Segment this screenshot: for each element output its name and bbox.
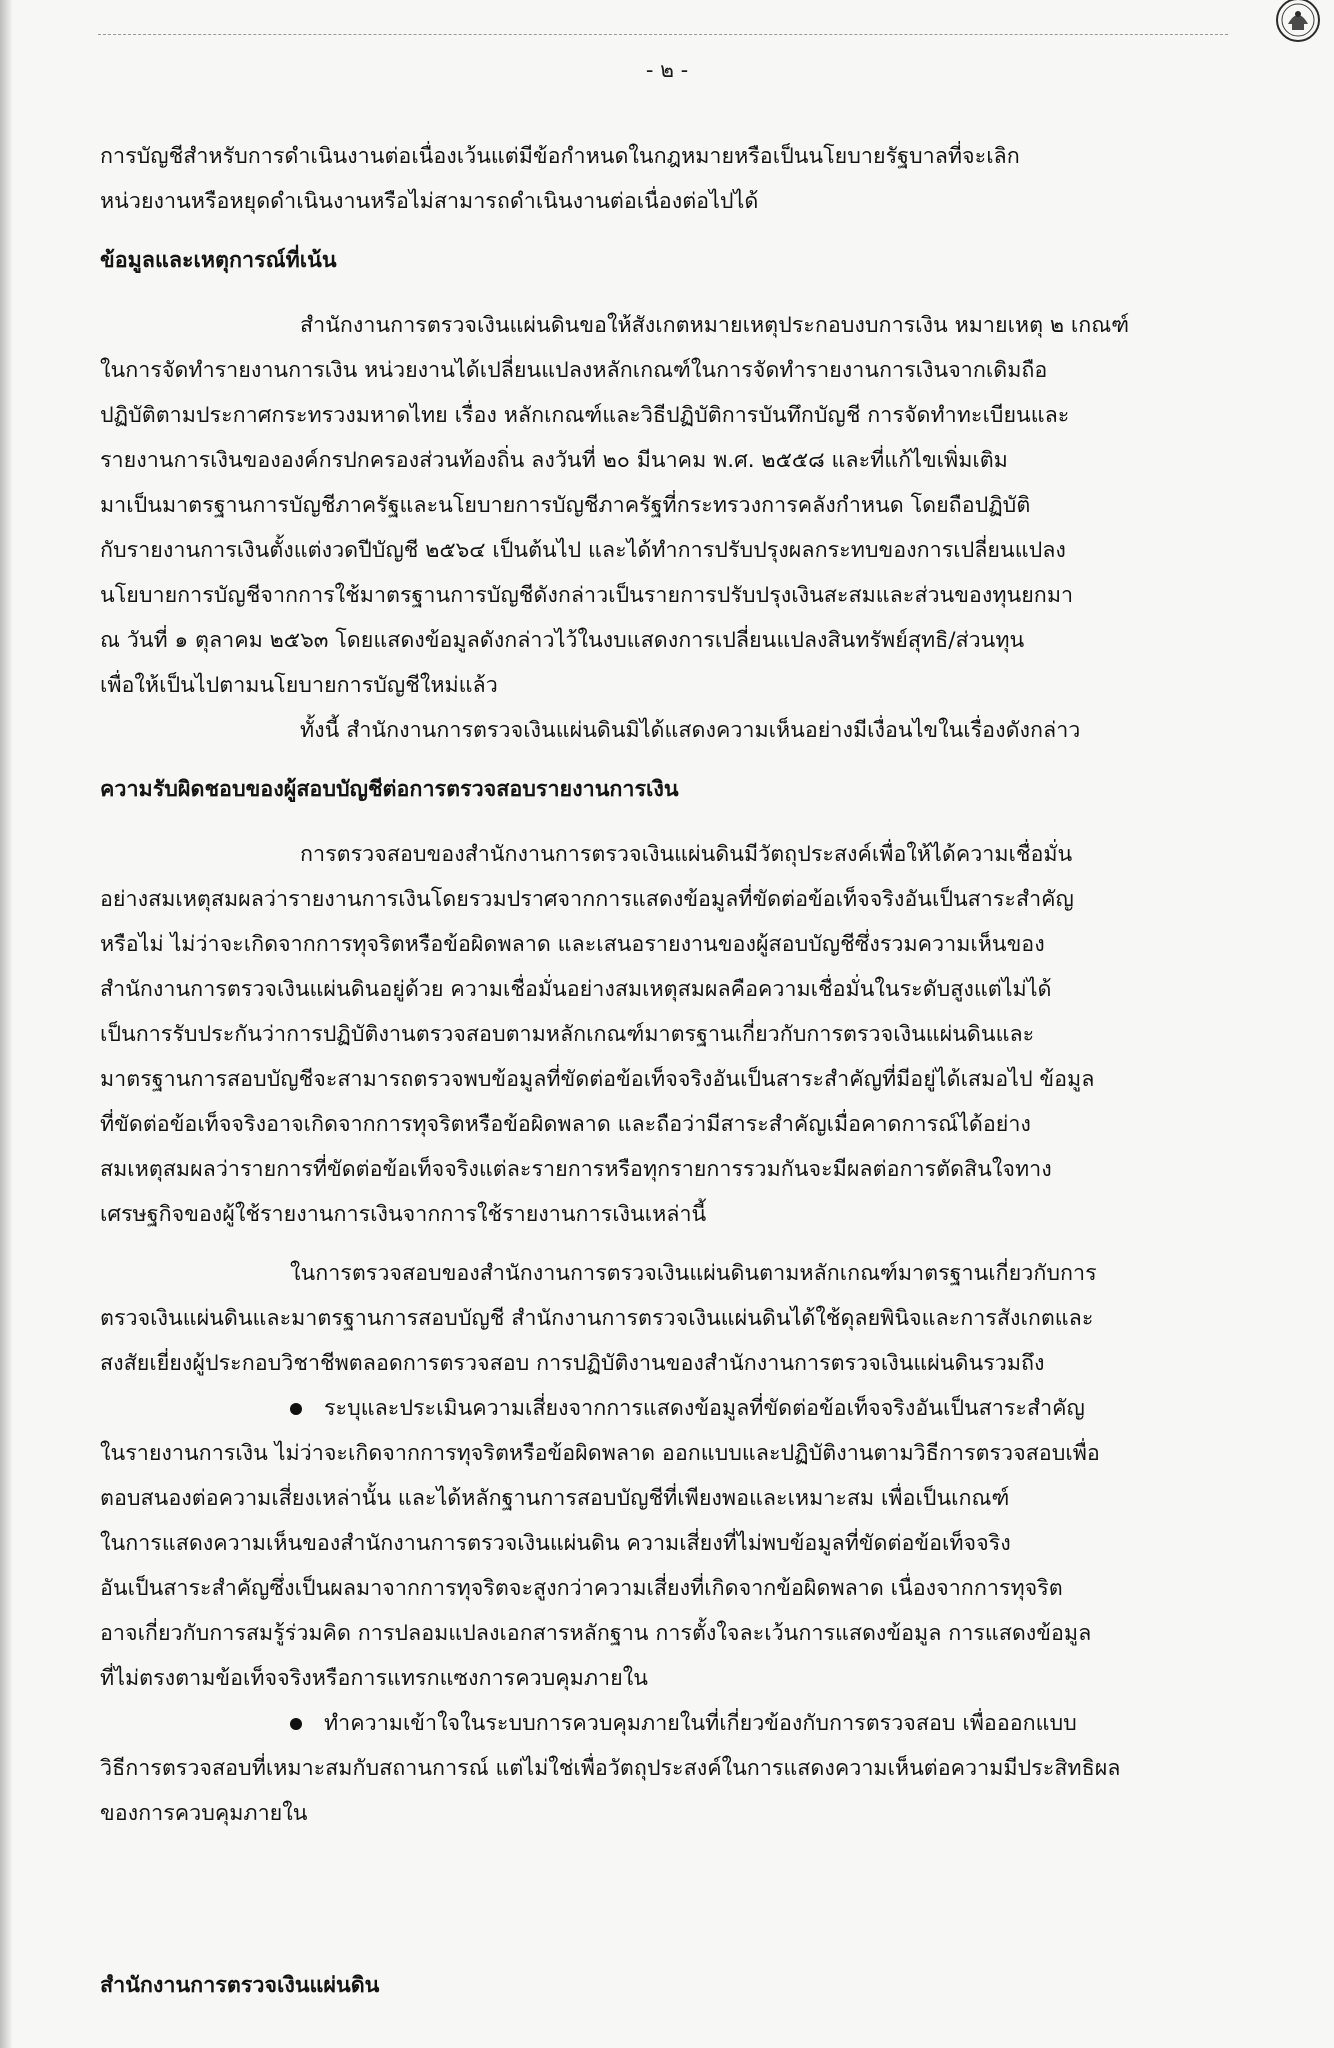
body-line: หน่วยงานหรือหยุดดำเนินงานหรือไม่สามารถดำเนินงานต่อเนื่องต่อไปได้ bbox=[100, 189, 759, 214]
body-line: ในรายงานการเงิน ไม่ว่าจะเกิดจากการทุจริตหรือข้อผิดพลาด ออกแบบและปฏิบัติงานตามวิธีการตรวจสอบเพื่อ bbox=[100, 1441, 1100, 1466]
body-line: อันเป็นสาระสำคัญซึ่งเป็นผลมาจากการทุจริตจะสูงกว่าความเสี่ยงที่เกิดจากข้อผิดพลาด เนื่องจากการทุจริต bbox=[100, 1576, 1063, 1601]
body-line: สำนักงานการตรวจเงินแผ่นดินขอให้สังเกตหมายเหตุประกอบงบการเงิน หมายเหตุ ๒ เกณฑ์ bbox=[300, 313, 1130, 338]
bullet-item bbox=[100, 1701, 1300, 1746]
footer-office-name: สำนักงานการตรวจเงินแผ่นดิน bbox=[100, 1973, 380, 1998]
body-line: ในการแสดงความเห็นของสำนักงานการตรวจเงินแผ่นดิน ความเสี่ยงที่ไม่พบข้อมูลที่ขัดต่อข้อเท็จจริง bbox=[100, 1531, 1011, 1556]
body-line: ในการตรวจสอบของสำนักงานการตรวจเงินแผ่นดินตามหลักเกณฑ์มาตรฐานเกี่ยวกับการ bbox=[290, 1261, 1097, 1286]
body-line: สงสัยเยี่ยงผู้ประกอบวิชาชีพตลอดการตรวจสอบ การปฏิบัติงานของสำนักงานการตรวจเงินแผ่นดินรวมถึง bbox=[100, 1351, 1045, 1376]
body-line: อาจเกี่ยวกับการสมรู้ร่วมคิด การปลอมแปลงเอกสารหลักฐาน การตั้งใจละเว้นการแสดงข้อมูล การแสดงข้อมูล bbox=[100, 1621, 1092, 1646]
body-line: นโยบายการบัญชีจากการใช้มาตรฐานการบัญชีดังกล่าวเป็นรายการปรับปรุงเงินสะสมและส่วนของทุนยกมา bbox=[100, 583, 1074, 608]
body-line: ในการจัดทำรายงานการเงิน หน่วยงานได้เปลี่ยนแปลงหลักเกณฑ์ในการจัดทำรายงานการเงินจากเดิมถือ bbox=[100, 358, 1048, 383]
body-line: การบัญชีสำหรับการดำเนินงานต่อเนื่องเว้นแต่มีข้อกำหนดในกฎหมายหรือเป็นนโยบายรัฐบาลที่จะเลิก bbox=[100, 144, 1020, 169]
bullet-item bbox=[100, 1386, 1300, 1431]
document-body bbox=[100, 134, 1300, 1836]
body-line: การตรวจสอบของสำนักงานการตรวจเงินแผ่นดินมีวัตถุประสงค์เพื่อให้ได้ความเชื่อมั่น bbox=[300, 842, 1073, 867]
body-line: สำนักงานการตรวจเงินแผ่นดินอยู่ด้วย ความเชื่อมั่นอย่างสมเหตุสมผลคือความเชื่อมั่นในระดับสูงแต่ไม่ได้ bbox=[100, 977, 1052, 1002]
bullet-text: ทำความเข้าใจในระบบการควบคุมภายในที่เกี่ยวข้องกับการตรวจสอบ เพื่อออกแบบ bbox=[324, 1711, 1077, 1736]
body-line: อย่างสมเหตุสมผลว่ารายงานการเงินโดยรวมปราศจากการแสดงข้อมูลที่ขัดต่อข้อเท็จจริงอันเป็นสาระสำคัญ bbox=[100, 887, 1074, 912]
page-number: - ๒ - bbox=[645, 58, 689, 82]
body-line: ของการควบคุมภายใน bbox=[100, 1801, 308, 1826]
body-line: ที่ขัดต่อข้อเท็จจริงอาจเกิดจากการทุจริตหรือข้อผิดพลาด และถือว่ามีสาระสำคัญเมื่อคาดการณ์ได้อย่าง bbox=[100, 1112, 1031, 1137]
body-line: เป็นการรับประกันว่าการปฏิบัติงานตรวจสอบตามหลักเกณฑ์มาตรฐานเกี่ยวกับการตรวจเงินแผ่นดินและ bbox=[100, 1022, 1035, 1047]
body-line: ตอบสนองต่อความเสี่ยงเหล่านั้น และได้หลักฐานการสอบบัญชีที่เพียงพอและเหมาะสม เพื่อเป็นเกณฑ์ bbox=[100, 1486, 1010, 1511]
body-line: หรือไม่ ไม่ว่าจะเกิดจากการทุจริตหรือข้อผิดพลาด และเสนอรายงานของผู้สอบบัญชีซึ่งรวมความเห็นของ bbox=[100, 932, 1045, 957]
body-line: เพื่อให้เป็นไปตามนโยบายการบัญชีใหม่แล้ว bbox=[100, 673, 498, 698]
body-line: ณ วันที่ ๑ ตุลาคม ๒๕๖๓ โดยแสดงข้อมูลดังกล่าวไว้ในงบแสดงการเปลี่ยนแปลงสินทรัพย์สุทธิ/ส่วนทุน bbox=[100, 628, 1025, 653]
body-line: วิธีการตรวจสอบที่เหมาะสมกับสถานการณ์ แต่ไม่ใช่เพื่อวัตถุประสงค์ในการแสดงความเห็นต่อความมีประสิทธิผล bbox=[100, 1756, 1121, 1781]
body-line: เศรษฐกิจของผู้ใช้รายงานการเงินจากการใช้รายงานการเงินเหล่านี้ bbox=[100, 1202, 707, 1227]
body-line: ปฏิบัติตามประกาศกระทรวงมหาดไทย เรื่อง หลักเกณฑ์และวิธีปฏิบัติการบันทึกบัญชี การจัดทำทะเบียนและ bbox=[100, 403, 1070, 428]
body-line: ตรวจเงินแผ่นดินและมาตรฐานการสอบบัญชี สำนักงานการตรวจเงินแผ่นดินได้ใช้ดุลยพินิจและการสังเกตและ bbox=[100, 1306, 1094, 1331]
body-line: สมเหตุสมผลว่ารายการที่ขัดต่อข้อเท็จจริงแต่ละรายการหรือทุกรายการรวมกันจะมีผลต่อการตัดสินใจทาง bbox=[100, 1157, 1052, 1182]
body-line: ทั้งนี้ สำนักงานการตรวจเงินแผ่นดินมิได้แสดงความเห็นอย่างมีเงื่อนไขในเรื่องดังกล่าว bbox=[300, 718, 1081, 743]
section-heading: ความรับผิดชอบของผู้สอบบัญชีต่อการตรวจสอบรายงานการเงิน bbox=[100, 777, 679, 802]
bullet-icon bbox=[290, 1718, 302, 1730]
official-seal-icon bbox=[1266, 0, 1324, 46]
bullet-icon bbox=[290, 1403, 302, 1415]
section-heading: ข้อมูลและเหตุการณ์ที่เน้น bbox=[100, 248, 337, 273]
body-line: รายงานการเงินขององค์กรปกครองส่วนท้องถิ่น ลงวันที่ ๒๐ มีนาคม พ.ศ. ๒๕๕๘ และที่แก้ไขเพิ่มเติม bbox=[100, 448, 1008, 473]
body-line: มาตรฐานการสอบบัญชีจะสามารถตรวจพบข้อมูลที่ขัดต่อข้อเท็จจริงอันเป็นสาระสำคัญที่มีอยู่ได้เสมอไป ข้อมูล bbox=[100, 1067, 1095, 1092]
bullet-text: ระบุและประเมินความเสี่ยงจากการแสดงข้อมูลที่ขัดต่อข้อเท็จจริงอันเป็นสาระสำคัญ bbox=[324, 1396, 1085, 1421]
body-line: ที่ไม่ตรงตามข้อเท็จจริงหรือการแทรกแซงการควบคุมภายใน bbox=[100, 1666, 648, 1691]
page-edge-shadow bbox=[0, 0, 12, 2048]
body-line: มาเป็นมาตรฐานการบัญชีภาครัฐและนโยบายการบัญชีภาครัฐที่กระทรวงการคลังกำหนด โดยถือปฏิบัติ bbox=[100, 493, 1031, 518]
body-line: กับรายงานการเงินตั้งแต่งวดปีบัญชี ๒๕๖๔ เป็นต้นไป และได้ทำการปรับปรุงผลกระทบของการเปลี่ยนแปลง bbox=[100, 538, 1066, 563]
top-scan-edge bbox=[98, 34, 1228, 36]
